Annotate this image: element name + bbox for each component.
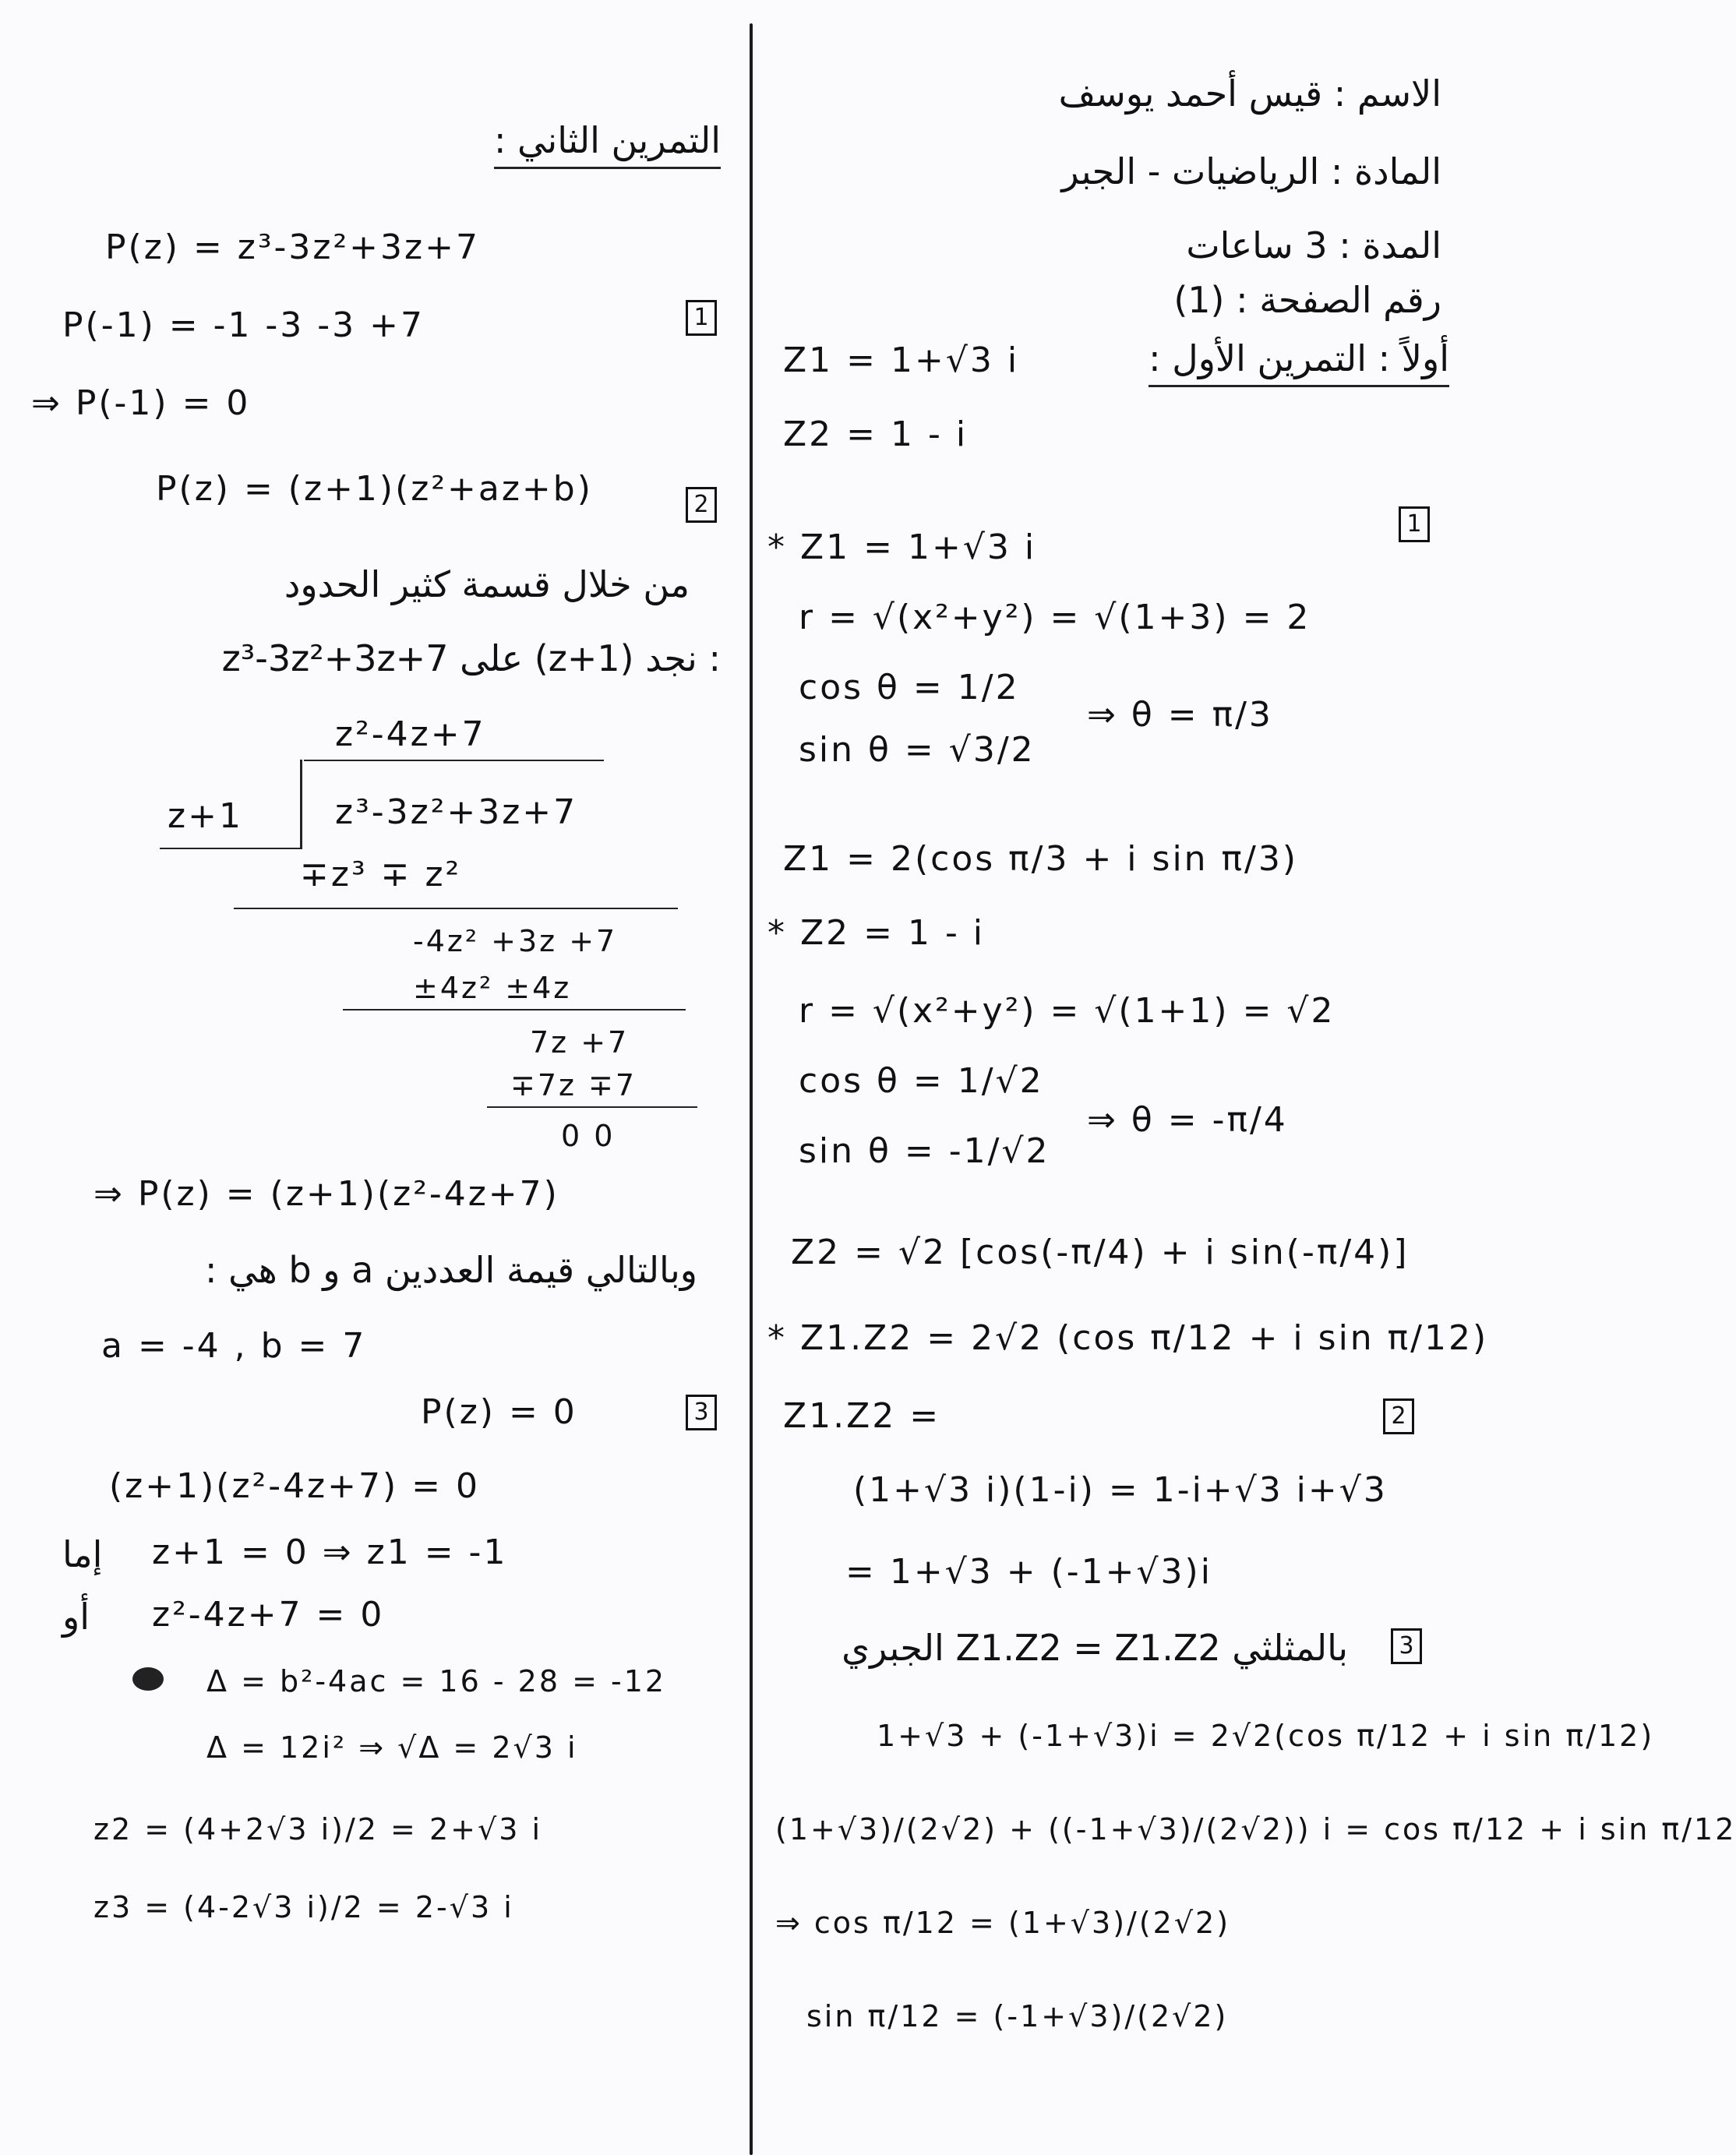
q2-number-box: 2: [686, 487, 717, 523]
ex2-q3-line: P(z) = 0: [421, 1392, 577, 1432]
ex1-line: sin θ = √3/2: [799, 730, 1036, 770]
ex1-line: ⇒ θ = -π/4: [1087, 1100, 1288, 1140]
q3-number-box: 3: [1391, 1628, 1422, 1664]
ex1-line: cos θ = 1/2: [799, 668, 1020, 707]
page-number: رقم الصفحة : (1): [1173, 279, 1441, 321]
ex1-line: * Z2 = 1 - i: [767, 913, 986, 953]
ex1-line: sin θ = -1/√2: [799, 1131, 1050, 1171]
q2-number-box: 2: [1383, 1398, 1414, 1434]
subject: المادة : الرياضيات - الجبر: [1061, 150, 1441, 192]
division-step: ±4z² ±4z: [413, 971, 572, 1005]
q3-number-box: 3: [686, 1395, 717, 1430]
z1-given: Z1 = 1+√3 i: [783, 340, 1020, 380]
ex2-q1-line: ⇒ P(-1) = 0: [31, 383, 251, 423]
division-bar: [304, 760, 604, 761]
left-column: [0, 0, 744, 2155]
division-step: ∓7z ∓7: [510, 1068, 637, 1102]
ab-values: a = -4 , b = 7: [101, 1326, 367, 1366]
divisor-underline: [160, 848, 302, 849]
duration: المدة : 3 ساعات: [1186, 224, 1441, 266]
quotient: z²-4z+7: [335, 714, 486, 754]
or-label: أو: [62, 1596, 90, 1638]
divisor: z+1: [168, 796, 243, 836]
ex1-q3-line: sin π/12 = (-1+√3)/(2√2): [806, 1999, 1229, 2033]
ex1-q2-line: (1+√3 i)(1-i) = 1-i+√3 i+√3: [853, 1470, 1388, 1510]
ex2-q3-line: z3 = (4-2√3 i)/2 = 2-√3 i: [94, 1890, 514, 1924]
ex1-line: r = √(x²+y²) = √(1+1) = √2: [799, 991, 1336, 1031]
remainder: 0 0: [561, 1119, 616, 1153]
division-step: ∓z³ ∓ z²: [300, 855, 462, 894]
polynomial: P(z) = z³-3z²+3z+7: [105, 227, 480, 267]
ex2-q3-line: z²-4z+7 = 0: [152, 1595, 385, 1635]
z2-given: Z2 = 1 - i: [783, 414, 969, 454]
ex1-line: ⇒ θ = π/3: [1087, 695, 1273, 735]
ex1-line: r = √(x²+y²) = √(1+3) = 2: [799, 598, 1311, 637]
ex2-q3-line: Δ = b²-4ac = 16 - 28 = -12: [206, 1664, 667, 1698]
ex2-q3-line: z2 = (4+2√3 i)/2 = 2+√3 i: [94, 1812, 543, 1846]
ex1-q2-line: Z1.Z2 =: [783, 1396, 941, 1436]
q1-number-box: 1: [686, 300, 717, 336]
ex1-q3-line: 1+√3 + (-1+√3)i = 2√2(cos π/12 + i sin π/12): [877, 1719, 1655, 1753]
exercise1-title: أولاً : التمرين الأول :: [1149, 335, 1449, 387]
ex1-q3-intro: بالمثلثي Z1.Z2 = Z1.Z2 الجبري: [842, 1627, 1348, 1669]
ex1-q3-line: ⇒ cos π/12 = (1+√3)/(2√2): [775, 1906, 1231, 1940]
division-step: -4z² +3z +7: [413, 924, 618, 958]
division-text: z³-3z²+3z+7 على (z+1) نجد :: [221, 637, 721, 679]
ex2-q3-line: (z+1)(z²-4z+7) = 0: [109, 1466, 481, 1506]
factored-result: ⇒ P(z) = (z+1)(z²-4z+7): [94, 1174, 559, 1214]
ex1-line: * Z1 = 1+√3 i: [767, 527, 1037, 567]
ex1-line: Z1 = 2(cos π/3 + i sin π/3): [783, 839, 1299, 879]
ex2-q3-line: Δ = 12i² ⇒ √Δ = 2√3 i: [206, 1730, 578, 1765]
exercise2-title: التمرين الثاني :: [494, 117, 721, 169]
ex1-line: * Z1.Z2 = 2√2 (cos π/12 + i sin π/12): [767, 1318, 1489, 1358]
factor-form: P(z) = (z+1)(z²+az+b): [156, 469, 593, 509]
division-line: [234, 908, 678, 909]
ex1-q2-line: = 1+√3 + (-1+√3)i: [845, 1552, 1212, 1592]
either-label: إما: [62, 1533, 103, 1575]
student-name: الاسم : قيس أحمد يوسف: [1058, 72, 1441, 115]
right-column: [760, 0, 1736, 2155]
division-bracket: [300, 760, 302, 849]
ex2-q3-line: z+1 = 0 ⇒ z1 = -1: [152, 1532, 508, 1572]
ex1-line: cos θ = 1/√2: [799, 1061, 1044, 1101]
ex1-q3-line: (1+√3)/(2√2) + ((-1+√3)/(2√2)) i = cos π/12 + i sin π/12: [775, 1812, 1736, 1846]
q1-number-box: 1: [1399, 506, 1430, 542]
ex2-q1-line: P(-1) = -1 -3 -3 +7: [62, 305, 425, 345]
column-divider: [750, 23, 753, 2155]
ab-text: وبالتالي قيمة العددين a و b هي :: [205, 1249, 697, 1291]
dividend: z³-3z²+3z+7: [335, 792, 578, 832]
division-line: [487, 1106, 697, 1108]
ex1-line: Z2 = √2 [cos(-π/4) + i sin(-π/4)]: [791, 1233, 1410, 1272]
scribble-mark: [132, 1667, 164, 1691]
division-text: من خلال قسمة كثير الحدود: [284, 563, 690, 605]
division-step: 7z +7: [530, 1025, 630, 1060]
division-line: [343, 1009, 686, 1010]
